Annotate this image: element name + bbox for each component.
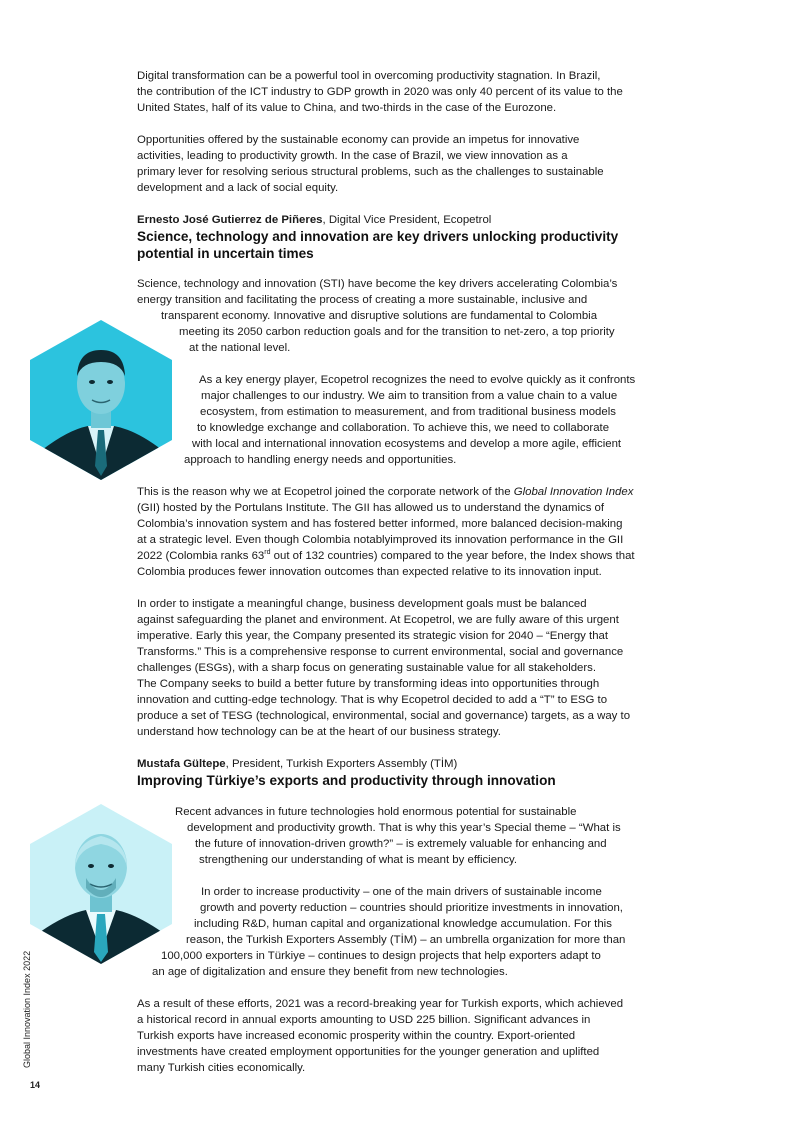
- paragraph-line: transparent economy. Innovative and disruptive solutions are fundamental to Colombia: [161, 310, 598, 322]
- paragraph-line: produce a set of TESG (technological, environmental, social and governance) targets, as a way to: [137, 710, 631, 722]
- paragraph-line: imperative. Early this year, the Company presented its strategic vision for 2040 – “Energy that: [137, 630, 609, 642]
- paragraph-line: to knowledge exchange and collaboration. To achieve this, we need to collaborate: [197, 422, 610, 434]
- paragraph-line: meeting its 2050 carbon reduction goals and for the transition to net-zero, a top priority: [179, 326, 615, 338]
- paragraph-line: against safeguarding the planet and environment. At Ecopetrol, we are fully aware of this urgent: [137, 614, 619, 626]
- section-title: Science, technology and innovation are key drivers unlocking productivity: [137, 229, 619, 244]
- author-byline: [137, 212, 491, 228]
- paragraph-line: energy transition and facilitating the process of creating a more sustainable, inclusive and: [137, 294, 588, 306]
- paragraph-line: This is the reason why we at Ecopetrol joined the corporate network of the Global Innovation Index: [137, 486, 634, 498]
- publication-title: Global Innovation Index: [513, 486, 634, 498]
- author-role: , President, Turkish Exporters Assembly (TİM): [225, 758, 458, 770]
- paragraph-line: the future of innovation-driven growth?” – is extremely valuable for enhancing and: [195, 838, 607, 850]
- paragraph-line: innovation and cutting-edge technology. That is why Ecopetrol decided to add a “T” to ESG to: [137, 694, 608, 706]
- paragraph-line: Transforms.” This is a comprehensive response to current environmental, social and governance: [137, 646, 624, 658]
- paragraph-line: Opportunities offered by the sustainable economy can provide an impetus for innovative: [137, 134, 580, 146]
- paragraph-line: approach to handling energy needs and opportunities.: [184, 454, 457, 466]
- paragraph-line: 100,000 exporters in Türkiye – continues to design projects that help exporters adapt to: [161, 950, 601, 962]
- author-role: , Digital Vice President, Ecopetrol: [322, 214, 492, 226]
- paragraph-line: As a key energy player, Ecopetrol recognizes the need to evolve quickly as it confronts: [199, 374, 636, 386]
- paragraph-line: investments have created employment opportunities for the younger generation and uplifted: [137, 1046, 600, 1058]
- paragraph-line: at a strategic level. Even though Colombia notablyimproved its innovation performance in the GII: [137, 534, 624, 546]
- paragraph-line: Colombia’s innovation system and has fostered better informed, more balanced decision-making: [137, 518, 623, 530]
- paragraph-line: ecosystem, from estimation to measurement, and from traditional business models: [200, 406, 616, 418]
- author-name: Mustafa Gültepe: [137, 758, 226, 770]
- paragraph-line: major challenges to our industry. We aim to transition from a value chain to a value: [201, 390, 618, 402]
- paragraph-line: Digital transformation can be a powerful tool in overcoming productivity stagnation. In Brazil,: [137, 70, 601, 82]
- paragraph-line: 2022 (Colombia ranks 63rd out of 132 countries) compared to the year before, the Index shows that: [137, 549, 635, 562]
- paragraph-line: reason, the Turkish Exporters Assembly (TİM) – an umbrella organization for more than: [186, 934, 626, 946]
- paragraph-line: In order to increase productivity – one of the main drivers of sustainable income: [201, 886, 602, 898]
- paragraph-line: Science, technology and innovation (STI) have become the key drivers accelerating Colombia’s: [137, 278, 618, 290]
- paragraph-line: at the national level.: [189, 342, 291, 354]
- paragraph-line: (GII) hosted by the Portulans Institute. The GII has allowed us to understand the dynamics of: [137, 502, 605, 514]
- paragraph-line: Turkish exports have increased economic prosperity within the country. Export-oriented: [137, 1030, 576, 1042]
- paragraph-line: strengthening our understanding of what is meant by efficiency.: [199, 854, 518, 866]
- paragraph-line: The Company seeks to build a better future by transforming ideas into opportunities through: [137, 678, 600, 690]
- paragraph-line: activities, leading to productivity growth. In the case of Brazil, we view innovation as a: [137, 150, 568, 162]
- paragraph-line: Colombia produces fewer innovation outcomes than expected relative to its innovation input.: [137, 566, 602, 578]
- paragraph-line: Recent advances in future technologies hold enormous potential for sustainable: [175, 806, 577, 818]
- paragraph-line: As a result of these efforts, 2021 was a record-breaking year for Turkish exports, which achieved: [137, 998, 624, 1010]
- paragraph-line: with local and international innovation ecosystems and develop a more agile, efficient: [192, 438, 622, 450]
- paragraph-line: development and productivity growth. That is why this year’s Special theme – “What is: [187, 822, 621, 834]
- paragraph-line: development and a lack of social equity.: [137, 182, 339, 194]
- paragraph-line: In order to instigate a meaningful change, business development goals must be balanced: [137, 598, 587, 610]
- paragraph-line: challenges (ESGs), with a sharp focus on generating sustainable value for all stakeholders.: [137, 662, 597, 674]
- paragraph-line: growth and poverty reduction – countries should prioritize investments in innovation,: [200, 902, 623, 914]
- page-number: 14: [30, 1080, 41, 1090]
- paragraph-line: United States, half of its value to China, and two-thirds in the case of the Eurozone.: [137, 102, 557, 114]
- paragraph-line: understand how technology can be at the heart of our business strategy.: [137, 726, 501, 738]
- paragraph-line: primary lever for resolving serious structural problems, such as the challenges to sustainable: [137, 166, 604, 178]
- paragraph-line: the contribution of the ICT industry to GDP growth in 2020 was only 40 percent of its value to the: [137, 86, 623, 98]
- section-title: Improving Türkiye’s exports and productivity through innovation: [137, 773, 556, 788]
- author-byline: [137, 756, 457, 772]
- publication-side-label: Global Innovation Index 2022: [22, 950, 32, 1068]
- portrait-photo-gultepe: [28, 802, 174, 966]
- paragraph-line: including R&D, human capital and organizational knowledge accumulation. For this: [194, 918, 612, 930]
- paragraph-line: a historical record in annual exports amounting to USD 225 billion. Significant advances in: [137, 1014, 591, 1026]
- paragraph-line: an age of digitalization and ensure they benefit from new technologies.: [152, 966, 508, 978]
- paragraph-line: many Turkish cities economically.: [137, 1062, 306, 1074]
- portrait-photo-gutierrez: [28, 318, 174, 482]
- section-title: potential in uncertain times: [137, 246, 314, 261]
- author-name: Ernesto José Gutierrez de Piñeres: [137, 214, 323, 226]
